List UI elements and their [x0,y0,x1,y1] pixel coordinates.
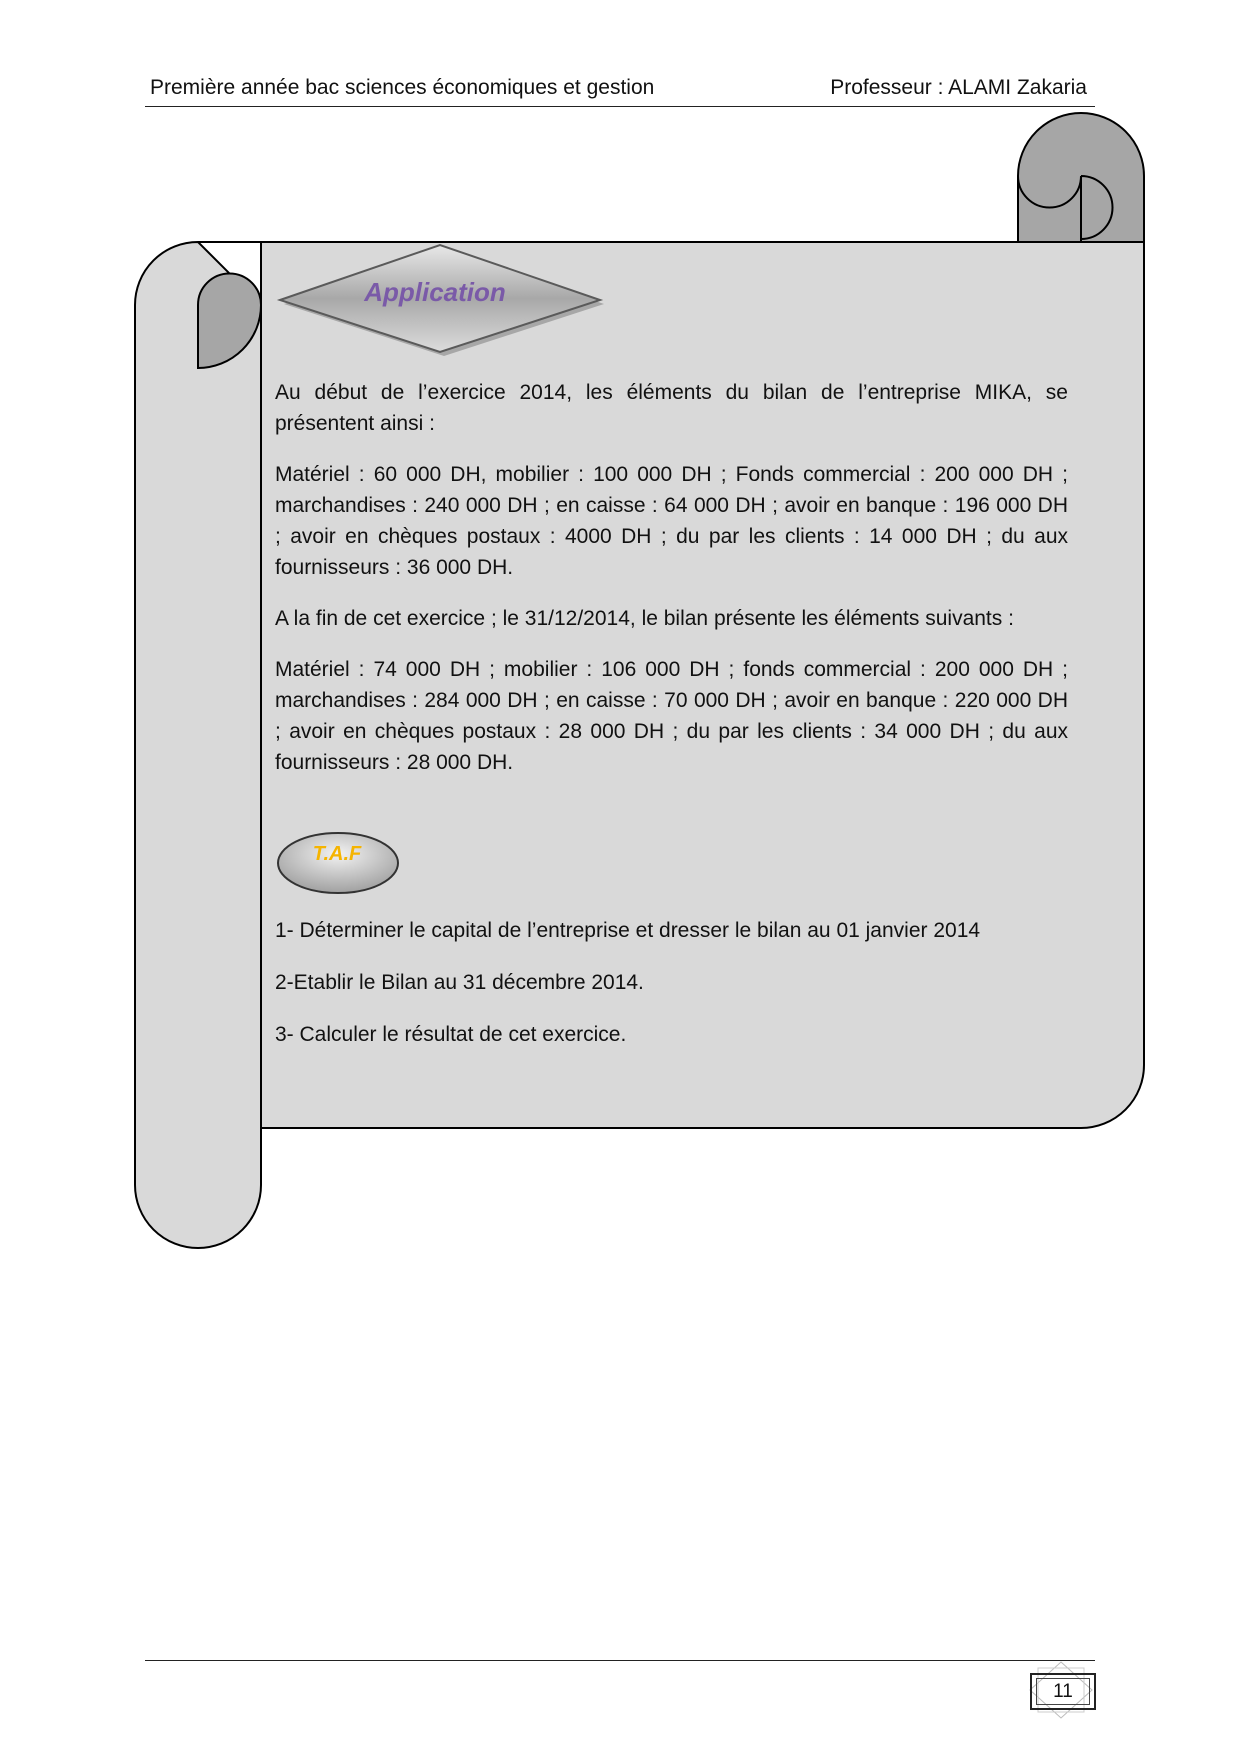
paragraph: Au début de l’exercice 2014, les éléments du bilan de l’entreprise MIKA, se présentent ainsi : [275,381,1068,435]
task-item: 3- Calculer le résultat de cet exercice. [275,1023,627,1046]
paragraph: A la fin de cet exercice ; le 31/12/2014, le bilan présente les éléments suivants : [275,607,1014,630]
task-list [275,915,1075,1071]
task-item: 2-Etablir le Bilan au 31 décembre 2014. [275,971,644,994]
page-number: 11 [1053,1681,1073,1702]
exercise-statement [275,377,1068,798]
task-item: 1- Déterminer le capital de l’entreprise et dresser le bilan au 01 janvier 2014 [275,919,981,942]
page-number-box [1030,1673,1096,1710]
taf-label: T.A.F [312,843,362,865]
scroll-left-roll [135,242,261,1248]
paragraph: Matériel : 60 000 DH, mobilier : 100 000 DH ; Fonds commercial : 200 000 DH ; marchandises : 240 000 DH ; en caisse : 64 000 DH ; avoir en banque : 196 000 DH ; avoir en chèques postaux : 4000 DH ; du par les clients : 14 000 DH ; du aux fournisseurs : 36 000 DH. [275,463,1068,579]
application-title: Application [364,277,506,307]
header-course-title: Première année bac sciences économiques et gestion [150,76,655,99]
header-teacher: Professeur : ALAMI Zakaria [830,76,1087,99]
footer-rule [145,1660,1095,1661]
paragraph: Matériel : 74 000 DH ; mobilier : 106 000 DH ; fonds commercial : 200 000 DH ; marchandises : 284 000 DH ; en caisse : 70 000 DH ; avoir en banque : 220 000 DH ; avoir en chèques postaux : 28 000 DH ; du par les clients : 34 000 DH ; du aux fournisseurs : 28 000 DH. [275,658,1068,774]
